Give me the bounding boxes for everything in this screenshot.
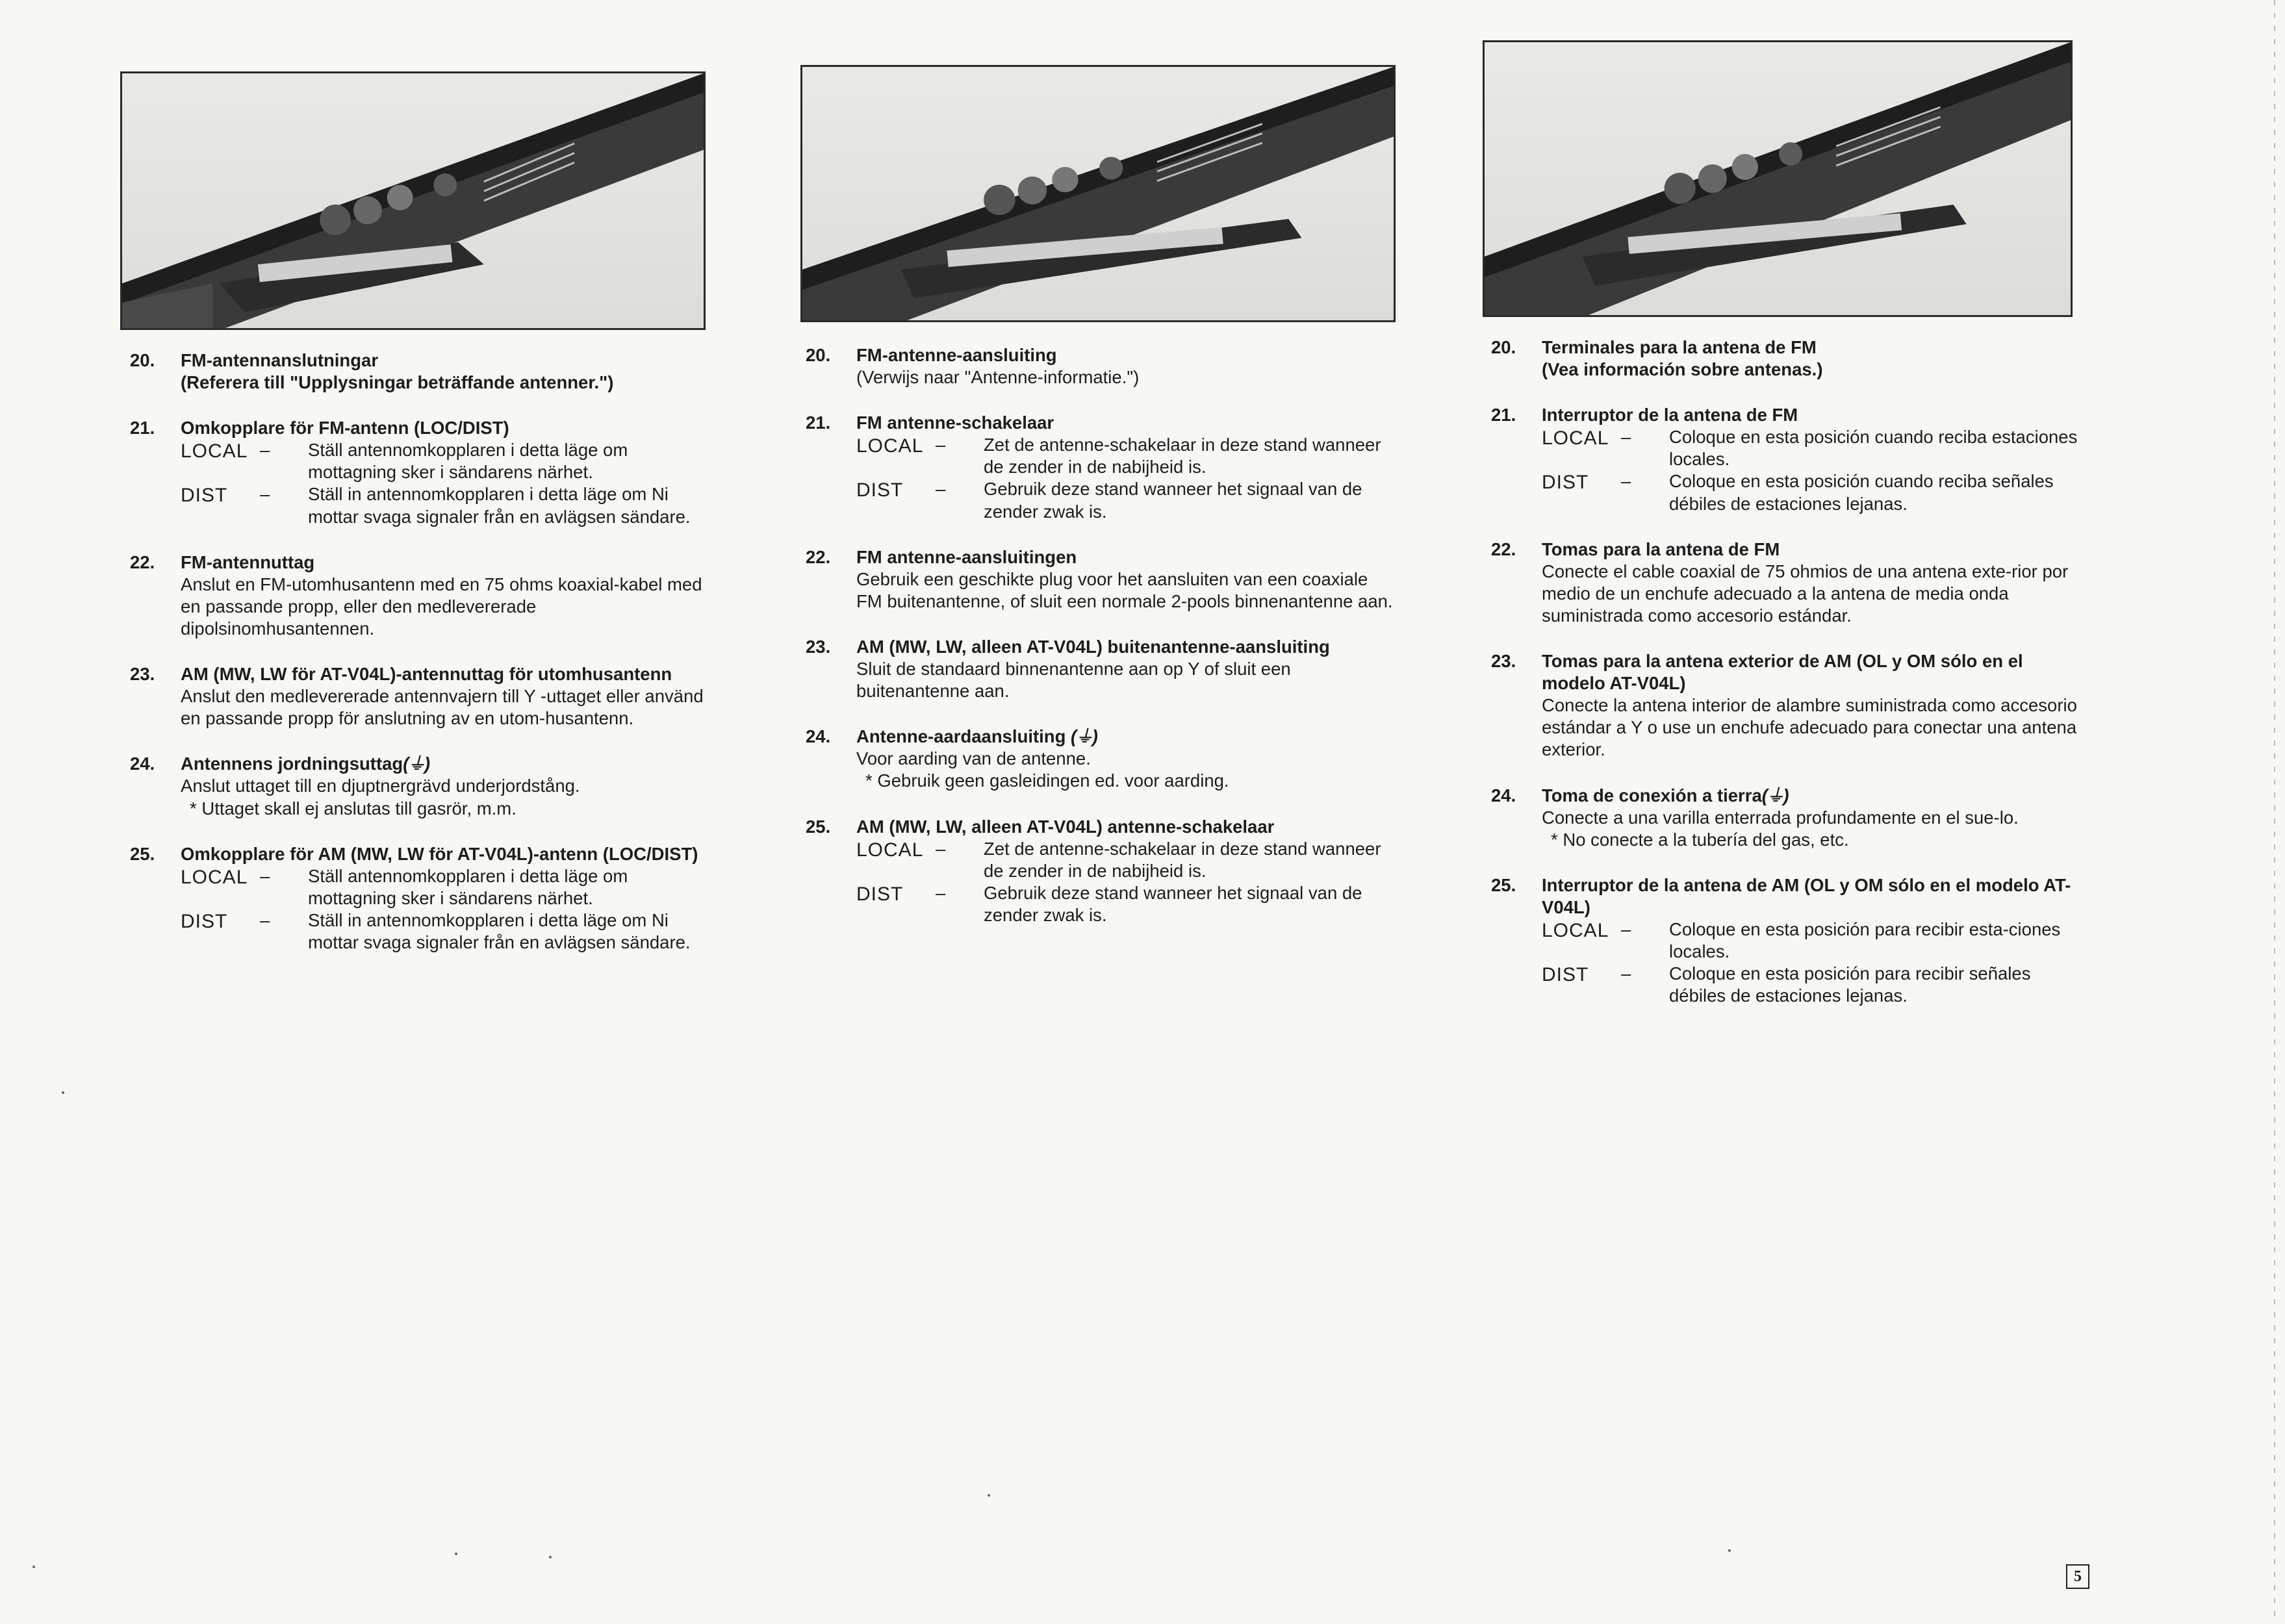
section-number: 25.: [806, 816, 831, 837]
scan-edge-artifact: [2274, 0, 2275, 1624]
option-key: LOCAL: [181, 866, 248, 888]
option-text: Ställ in antennomkopplaren i detta läge om Ni mottar svaga signaler från en avlägsen sändare.: [308, 484, 691, 527]
section-number: 20.: [130, 350, 155, 370]
section-title: Tomas para la antena de FM: [1542, 539, 1780, 559]
section-title-text: Toma de conexión a tierra: [1542, 785, 1762, 806]
section-24: [1491, 785, 2082, 851]
section-number: 24.: [1491, 785, 1516, 806]
rear-panel-illustration: [122, 73, 704, 328]
option-local: [856, 838, 1394, 882]
section-number: 21.: [130, 418, 155, 438]
section-number: 22.: [130, 552, 155, 572]
section-title: FM-antennanslutningar: [181, 350, 379, 370]
option-key: DIST: [856, 883, 904, 905]
ground-symbol-icon: (⏚): [1761, 785, 1788, 806]
section-title: FM antenne-schakelaar: [856, 412, 1054, 433]
option-dist: [181, 909, 718, 954]
option-key: DIST: [181, 485, 228, 507]
section-20: [1491, 336, 2082, 381]
rear-panel-photo-1: [120, 71, 706, 330]
section-subtitle: (Vea información sobre antenas.): [1542, 359, 1823, 380]
dash: –: [936, 479, 946, 500]
section-body: Sluit de standaard binnenantenne aan op Y of sluit een buitenantenne aan.: [856, 659, 1291, 702]
option-key: DIST: [1542, 472, 1589, 494]
section-title: FM-antennuttag: [181, 552, 315, 572]
section-25: [130, 843, 718, 954]
option-dist: [1542, 963, 2082, 1007]
section-24: [806, 726, 1394, 792]
dash: –: [936, 838, 946, 859]
section-number: 22.: [806, 546, 831, 567]
option-text: Gebruik deze stand wanneer het signaal van de zender zwak is.: [984, 882, 1362, 925]
option-key: DIST: [1542, 964, 1589, 986]
section-body: Conecte la antena interior de alambre suministrada como accesorio estándar a Y o use un enchufe adecuado para conectar una antena exterior.: [1542, 695, 2077, 760]
section-note: * Gebruik geen gasleidingen ed. voor aarding.: [865, 770, 1229, 791]
option-text: Zet de antenne-schakelaar in deze stand wanneer de zender in de nabijheid is.: [984, 838, 1381, 881]
section-title: Tomas para la antena exterior de AM (OL y OM sólo en el modelo AT-V04L): [1542, 651, 2023, 694]
option-local: [1542, 426, 2082, 470]
section-number: 23.: [1491, 651, 1516, 672]
option-key: DIST: [856, 479, 904, 501]
rear-panel-illustration: [1485, 42, 2071, 315]
section-22: [130, 552, 718, 640]
section-title-text: Antenne-aardaansluiting: [856, 726, 1066, 747]
section-number: 23.: [806, 636, 831, 657]
section-subtitle: (Referera till "Upplysningar beträffande antenner."): [181, 372, 614, 393]
dash: –: [260, 484, 270, 505]
section-body: Gebruik een geschikte plug voor het aansluiten van een coaxiale FM buitenantenne, of sluit een normale 2-pools binnenantenne aan.: [856, 568, 1393, 611]
scan-speck: [62, 1091, 64, 1094]
section-number: 23.: [130, 664, 155, 685]
option-text: Coloque en esta posición para recibir señales débiles de estaciones lejanas.: [1669, 963, 2031, 1006]
section-20: [130, 349, 718, 394]
section-body: Conecte el cable coaxial de 75 ohmios de una antena exte-rior por medio de un enchufe adecuado a la antena de media onda suministrada como accesorio estándar.: [1542, 561, 2069, 626]
section-title: [181, 753, 718, 775]
section-title: Omkopplare för FM-antenn (LOC/DIST): [181, 418, 509, 438]
option-key: LOCAL: [181, 440, 248, 463]
section-number: 22.: [1491, 539, 1516, 559]
column-spanish: [1491, 336, 2082, 1030]
section-note: * Uttaget skall ej anslutas till gasrör, m.m.: [190, 798, 517, 818]
option-dist: [856, 882, 1394, 926]
section-22: [806, 546, 1394, 613]
section-title: [856, 726, 1394, 748]
option-text: Coloque en esta posición para recibir esta-ciones locales.: [1669, 919, 2061, 962]
section-number: 25.: [1491, 874, 1516, 895]
rear-panel-photo-2: [800, 65, 1396, 322]
section-title: Terminales para la antena de FM: [1542, 337, 1817, 357]
option-text: Coloque en esta posición cuando reciba estaciones locales.: [1669, 427, 2078, 470]
option-text: Coloque en esta posición cuando reciba señales débiles de estaciones lejanas.: [1669, 471, 2054, 514]
section-title: FM antenne-aansluitingen: [856, 546, 1077, 567]
section-25: [1491, 874, 2082, 1008]
section-21: [1491, 404, 2082, 514]
option-local: [856, 434, 1394, 478]
option-text: Ställ antennomkopplaren i detta läge om mottagning sker i sändarens närhet.: [308, 440, 628, 483]
section-body: Anslut den medlevererade antennvajern till Y -uttaget eller använd en passande propp för anslutning av en utom-husantenn.: [181, 686, 704, 729]
section-number: 20.: [806, 345, 831, 365]
option-key: DIST: [181, 910, 228, 932]
rear-panel-illustration: [802, 67, 1394, 320]
section-24: [130, 753, 718, 819]
option-key: LOCAL: [1542, 919, 1609, 941]
section-21: [130, 417, 718, 527]
dash: –: [1621, 919, 1631, 939]
page-number: 5: [2066, 1564, 2089, 1589]
scan-speck: [455, 1553, 457, 1555]
option-local: [1542, 919, 2082, 963]
column-dutch: [806, 344, 1394, 950]
dash: –: [1621, 427, 1631, 448]
option-dist: [856, 478, 1394, 522]
option-key: LOCAL: [1542, 427, 1609, 450]
section-number: 20.: [1491, 337, 1516, 357]
scan-speck: [32, 1566, 35, 1568]
scan-speck: [549, 1556, 552, 1558]
option-text: Zet de antenne-schakelaar in deze stand wanneer de zender in de nabijheid is.: [984, 435, 1381, 477]
option-text: Ställ in antennomkopplaren i detta läge om Ni mottar svaga signaler från en avlägsen sändare.: [308, 909, 691, 952]
section-number: 25.: [130, 843, 155, 864]
section-title: [1542, 785, 2082, 807]
section-22: [1491, 539, 2082, 627]
option-key: LOCAL: [856, 435, 924, 457]
dash: –: [260, 909, 270, 930]
scan-speck: [988, 1494, 990, 1497]
section-25: [806, 816, 1394, 926]
dash: –: [260, 865, 270, 886]
section-number: 24.: [130, 754, 155, 774]
section-note: * No conecte a la tubería del gas, etc.: [1551, 829, 1849, 850]
dash: –: [936, 882, 946, 903]
section-title: Interruptor de la antena de AM (OL y OM sólo en el modelo AT-V04L): [1542, 874, 2071, 917]
ground-symbol-icon: (⏚): [1071, 726, 1097, 747]
section-21: [806, 412, 1394, 522]
section-subtitle: (Verwijs naar "Antenne-informatie."): [856, 367, 1140, 388]
option-local: [181, 865, 718, 909]
section-23: [130, 663, 718, 730]
section-title: AM (MW, LW för AT-V04L)-antennuttag för utomhusantenn: [181, 664, 672, 685]
section-title: AM (MW, LW, alleen AT-V04L) antenne-schakelaar: [856, 816, 1275, 837]
section-body: Voor aarding van de antenne.: [856, 748, 1091, 769]
rear-panel-photo-3: [1483, 40, 2073, 317]
section-title: FM-antenne-aansluiting: [856, 345, 1057, 365]
section-23: [806, 636, 1394, 702]
section-body: Anslut uttaget till en djuptnergrävd underjordstång.: [181, 776, 580, 796]
section-body: Conecte a una varilla enterrada profundamente en el sue-lo.: [1542, 807, 2019, 828]
section-number: 21.: [1491, 405, 1516, 425]
dash: –: [936, 435, 946, 455]
option-dist: [181, 483, 718, 527]
section-title-text: Antennens jordningsuttag: [181, 754, 403, 774]
section-title: Interruptor de la antena de FM: [1542, 405, 1798, 425]
option-dist: [1542, 470, 2082, 514]
dash: –: [1621, 471, 1631, 492]
dash: –: [260, 440, 270, 461]
option-text: Gebruik deze stand wanneer het signaal van de zender zwak is.: [984, 479, 1362, 522]
section-body: Anslut en FM-utomhusantenn med en 75 ohms koaxial-kabel med en passande propp, eller den medlevererade dipolsinomhusantennen.: [181, 574, 702, 639]
section-number: 24.: [806, 726, 831, 747]
section-20: [806, 344, 1394, 388]
dash: –: [1621, 963, 1631, 984]
section-number: 21.: [806, 412, 831, 433]
section-title: AM (MW, LW, alleen AT-V04L) buitenantenne-aansluiting: [856, 636, 1330, 657]
section-title: Omkopplare för AM (MW, LW för AT-V04L)-antenn (LOC/DIST): [181, 843, 698, 864]
option-text: Ställ antennomkopplaren i detta läge om mottagning sker i sändarens närhet.: [308, 865, 628, 908]
option-key: LOCAL: [856, 839, 924, 861]
ground-symbol-icon: (⏚): [403, 754, 429, 774]
column-swedish: [130, 349, 718, 977]
section-23: [1491, 650, 2082, 761]
scan-speck: [1728, 1549, 1731, 1552]
option-local: [181, 439, 718, 483]
